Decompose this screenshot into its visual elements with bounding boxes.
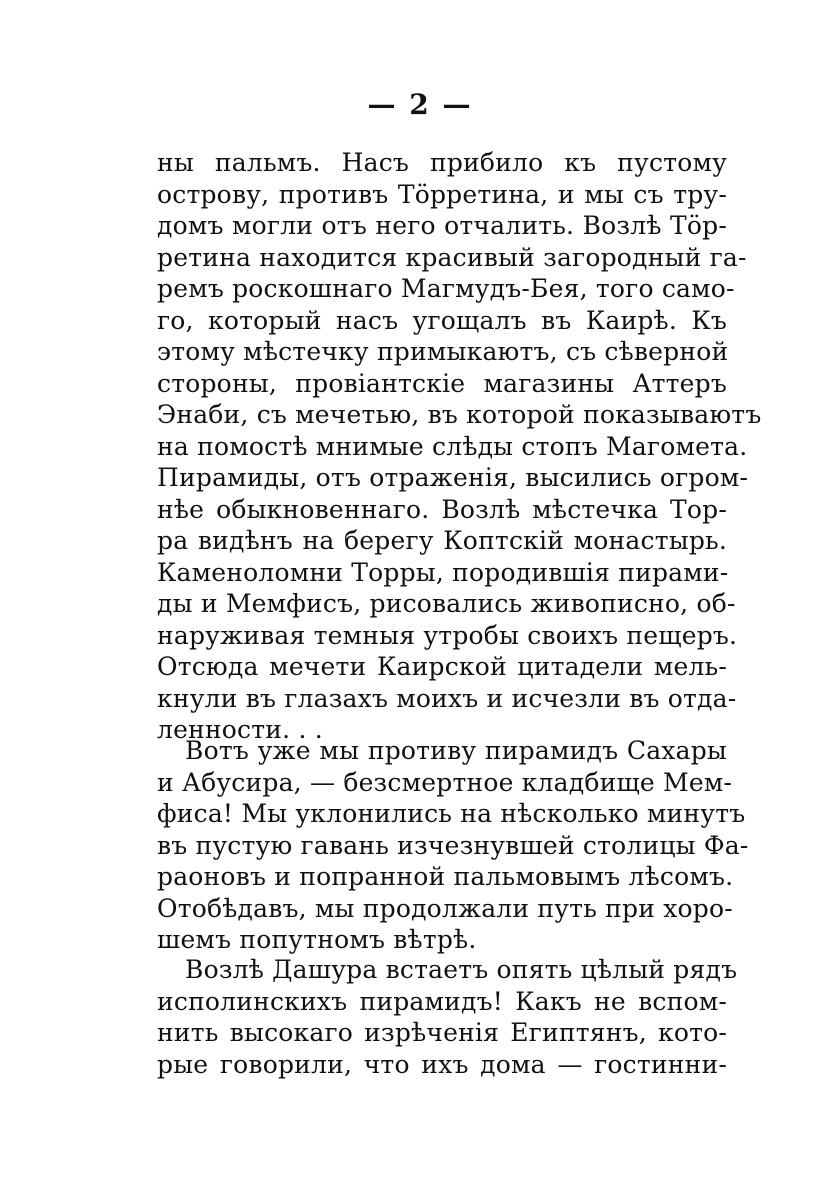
text-line: Отобѣдавъ, мы продолжали путь при хоро- (157, 893, 733, 923)
text-line: исполинскихъ пирамидъ! Какъ не вспом- (157, 986, 727, 1016)
text-line: этому мѣстечку примыкаютъ, съ сѣверной (157, 337, 729, 366)
text-line: ды и Мемфисъ, рисовались живописно, об- (157, 589, 736, 618)
text-line: шемъ попутномъ вѣтрѣ. (157, 925, 477, 954)
text-line: нить высокаго изрѣченiя Египтянъ, кото- (157, 1018, 727, 1047)
page-number: — 2 — (367, 88, 473, 121)
text-line: Возлѣ Дашура встаетъ опять цѣлый рядъ (185, 955, 738, 984)
text-line: и Абусира, — безсмертное кладбище Мем- (157, 767, 733, 797)
text-line: ра видѣнъ на берегу Коптскiй монастырь. (157, 526, 727, 555)
text-line: ремъ роскошнаго Магмудъ-Бея, того само- (157, 274, 735, 303)
paragraph-3 (157, 954, 738, 1080)
text-line: домъ могли отъ него отчалить. Возлѣ Тöр- (157, 211, 727, 240)
text-line: острову, противъ Тöрретина, и мы съ тру- (157, 179, 727, 209)
text-line: стороны, провiантскiе магазины Аттеръ (157, 368, 727, 398)
text-line: нѣе обыкновеннаго. Возлѣ мѣстечка Тор- (157, 494, 727, 524)
text-line: фиса! Мы уклонились на нѣсколько минутъ (157, 799, 746, 828)
text-line: Отсюда мечети Каирской цитадели мель- (157, 652, 727, 681)
text-line: Пирамиды, отъ отраженiя, высились огром- (157, 463, 749, 492)
text-line: ленности. . . (157, 715, 323, 744)
text-line: ны пальмъ. Насъ прибило къ пустому (157, 148, 727, 177)
text-line: Энаби, съ мечетью, въ которой показываютъ (157, 400, 762, 429)
text-line: кнули въ глазахъ моихъ и исчезли въ отда- (157, 683, 737, 713)
paragraph-1 (157, 147, 762, 746)
text-line: ретина находится красивый загородный га- (157, 242, 747, 272)
text-line: Каменоломни Торры, породившiя пирами- (157, 557, 729, 587)
text-line: наруживая темныя утробы своихъ пещеръ. (157, 620, 738, 650)
text-line: въ пустую гавань изчезнувшей столицы Фа- (157, 830, 749, 860)
text-line: раоновъ и попранной пальмовымъ лѣсомъ. (157, 862, 734, 891)
paragraph-2 (157, 735, 749, 956)
text-line: рые говорили, что ихъ дома — гостинни- (157, 1049, 727, 1079)
text-line: на помостѣ мнимые слѣды стопъ Магомета. (157, 431, 748, 461)
text-line: Вотъ уже мы противу пирамидъ Сахары (185, 736, 727, 765)
text-line: го, который насъ угощалъ въ Каирѣ. Къ (157, 305, 727, 335)
